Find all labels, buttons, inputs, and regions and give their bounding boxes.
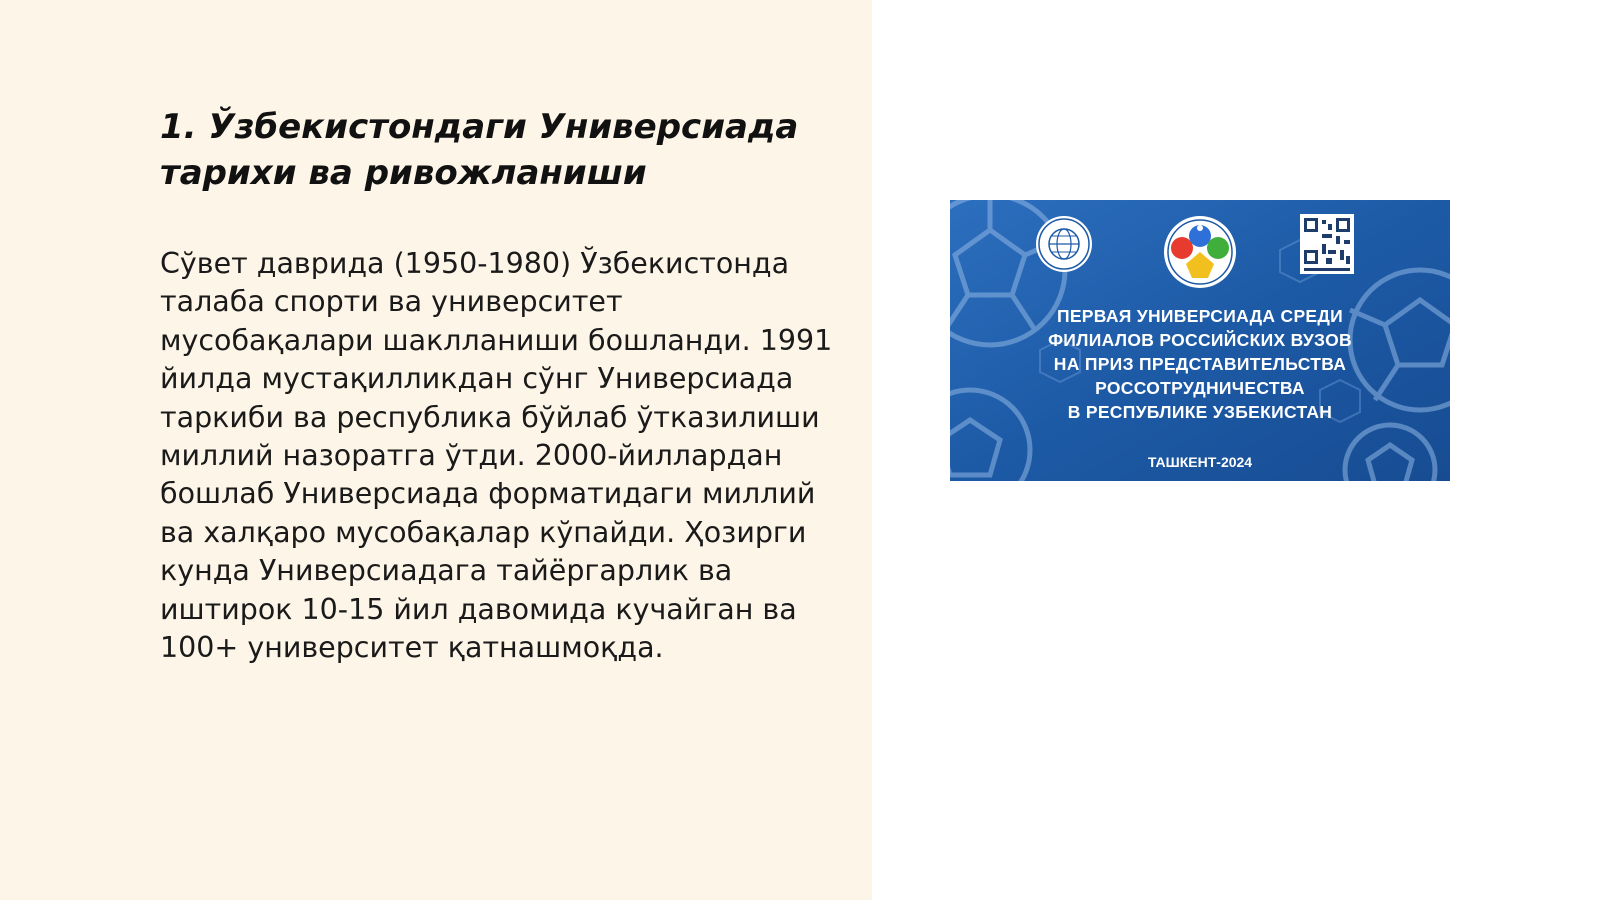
body-paragraph: Сўвет даврида (1950-1980) Ўзбекистонда талаба спорти ва университет мусобақалари шаклланиши бошланди. 1991 йилда мустақилликдан сўнг Универсиада таркиби ва республика бўйлаб ўтказилиши миллий назоратга ўтди. 2000-йиллардан бошлаб Универсиада форматидаги миллий ва халқаро мусобақалар кўпайди. Ҳозирги кунда Универсиадага тайёргарлик ва иштирок 10-15 йил давомида кучайган ва 100+ университет қатнашмоқда. <box>160 247 833 665</box>
banner-title-line: ФИЛИАЛОВ РОССИЙСКИХ ВУЗОВ <box>1048 330 1352 350</box>
banner-title <box>950 304 1450 424</box>
qr-code-icon <box>1300 214 1354 274</box>
heading-line-1: 1. Ўзбекистондаги Универсиада <box>160 107 799 147</box>
banner-title-line: ПЕРВАЯ УНИВЕРСИАДА СРЕДИ <box>1056 306 1344 326</box>
banner-footer-city-year: ТАШКЕНТ-2024 <box>1147 454 1253 470</box>
globe-emblem-icon <box>1034 214 1094 274</box>
heading-line-2: тарихи ва ривожланиши <box>160 153 647 193</box>
banner-title-line: РОССОТРУДНИЧЕСТВА <box>1095 378 1305 398</box>
banner-title-line: В РЕСПУБЛИКЕ УЗБЕКИСТАН <box>1067 402 1333 422</box>
slide-heading <box>160 104 840 196</box>
banner-title-line: НА ПРИЗ ПРЕДСТАВИТЕЛЬСТВА <box>1053 354 1347 374</box>
sports-emblem-icon <box>1160 214 1240 292</box>
universiade-banner-image <box>950 200 1450 481</box>
